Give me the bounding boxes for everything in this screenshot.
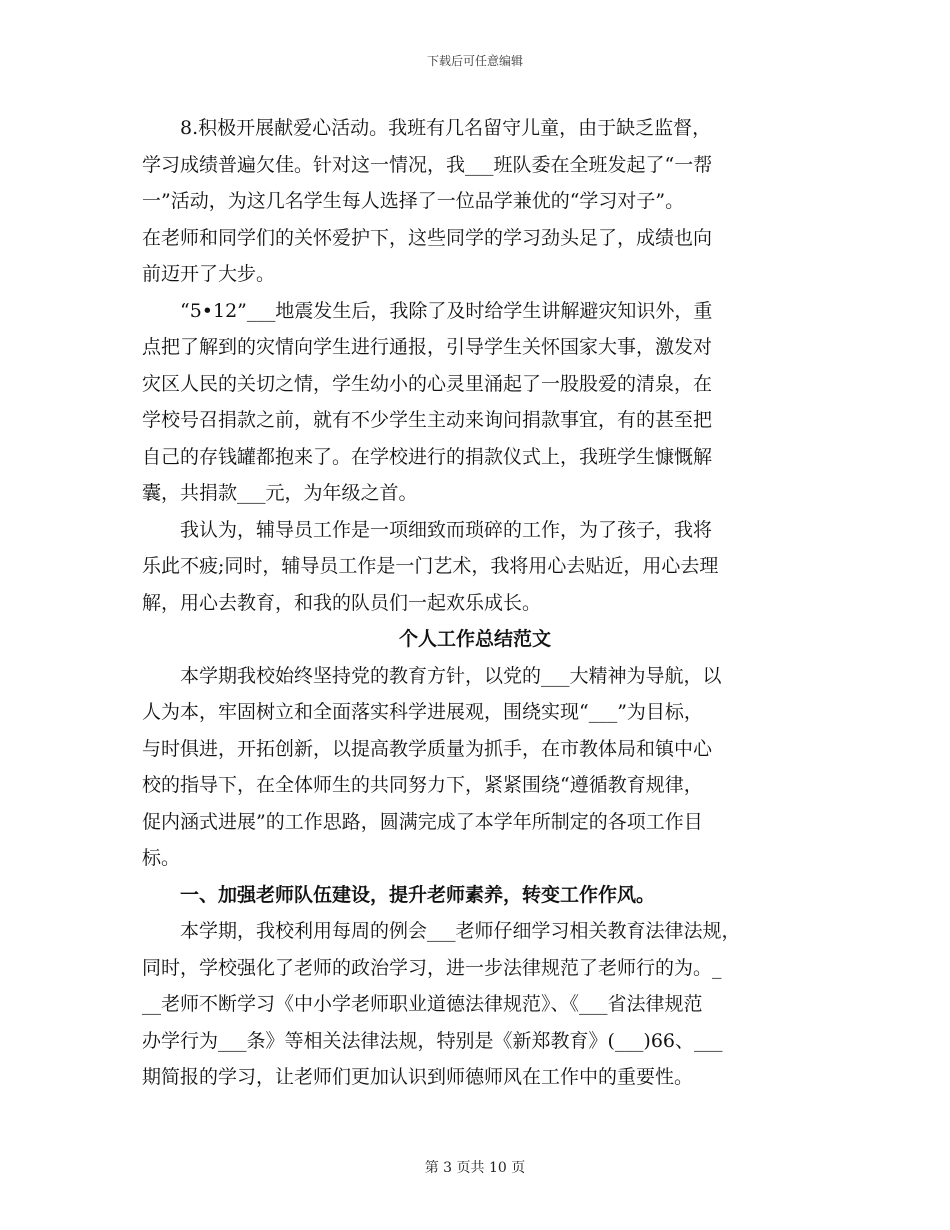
text-line: 本学期我校始终坚持党的教育方针，以党的___大精神为导航，以 xyxy=(142,664,722,687)
text-line: 自己的存钱罐都抱来了。在学校进行的捐款仪式上，我班学生慷慨解 xyxy=(142,445,713,468)
text-line: 解，用心去教育，和我的队员们一起欢乐成长。 xyxy=(142,591,542,614)
text-line: 办学行为___条》等相关法律法规，特别是《新郑教育》(___)66、___ xyxy=(142,1029,723,1052)
text-line: 前迈开了大步。 xyxy=(142,263,276,285)
page-footer: 第 3 页共 10 页 xyxy=(424,1160,526,1176)
text-line: 乐此不疲;同时，辅导员工作是一门艺术，我将用心去贴近，用心去理 xyxy=(142,555,719,577)
text-line: 学校号召捐款之前，就有不少学生主动来询问捐款事宜，有的甚至把 xyxy=(142,409,713,431)
text-line: 灾区人民的关切之情，学生幼小的心灵里涌起了一股股爱的清泉，在 xyxy=(142,372,713,395)
text-line: 人为本，牢固树立和全面落实科学进展观，围绕实现“___”为目标， xyxy=(142,701,703,723)
document-body xyxy=(142,110,808,1096)
text-line: 校的指导下，在全体师生的共同努力下，紧紧围绕“遵循教育规律， xyxy=(142,774,703,796)
text-line: 促内涵式进展”的工作思路，圆满完成了本学年所制定的各项工作目 xyxy=(142,810,703,833)
text-line: 同时，学校强化了老师的政治学习，进一步法律规范了老师行的为。_ xyxy=(142,956,722,979)
page-header: 下载后可任意编辑 xyxy=(426,54,523,68)
text-line: 本学期，我校利用每周的例会___老师仔细学习相关教育法律法规， xyxy=(142,920,741,942)
text-line: 我认为，辅导员工作是一项细致而琐碎的工作，为了孩子，我将 xyxy=(142,518,713,541)
text-line: 在老师和同学们的关怀爱护下，这些同学的学习劲头足了，成绩也向 xyxy=(142,226,713,249)
text-line: 囊，共捐款___元，为年级之首。 xyxy=(142,482,418,504)
section-heading: 一、加强老师队伍建设，提升老师素养，转变工作作风。 xyxy=(142,883,656,906)
text-line: 一”活动，为这几名学生每人选择了一位品学兼优的“学习对子”。 xyxy=(142,190,685,212)
text-line: __老师不断学习《中小学老师职业道德法律规范》、《___省法律规范 xyxy=(142,993,703,1015)
text-line: 标。 xyxy=(142,847,181,869)
section-title: 个人工作总结范文 xyxy=(398,628,551,650)
text-line: 8.积极开展献爱心活动。我班有几名留守儿童，由于缺乏监督， xyxy=(142,117,712,139)
text-line: 点把了解到的灾情向学生进行通报，引导学生关怀国家大事，激发对 xyxy=(142,336,713,358)
text-line: 与时俱进，开拓创新，以提高教学质量为抓手，在市教体局和镇中心 xyxy=(142,737,713,760)
text-line: 学习成绩普遍欠佳。针对这一情况，我___班队委在全班发起了“一帮 xyxy=(142,153,713,176)
text-line: 期简报的学习，让老师们更加认识到师德师风在工作中的重要性。 xyxy=(142,1066,694,1088)
text-line: “5•12”___地震发生后，我除了及时给学生讲解避灾知识外，重 xyxy=(142,299,713,322)
